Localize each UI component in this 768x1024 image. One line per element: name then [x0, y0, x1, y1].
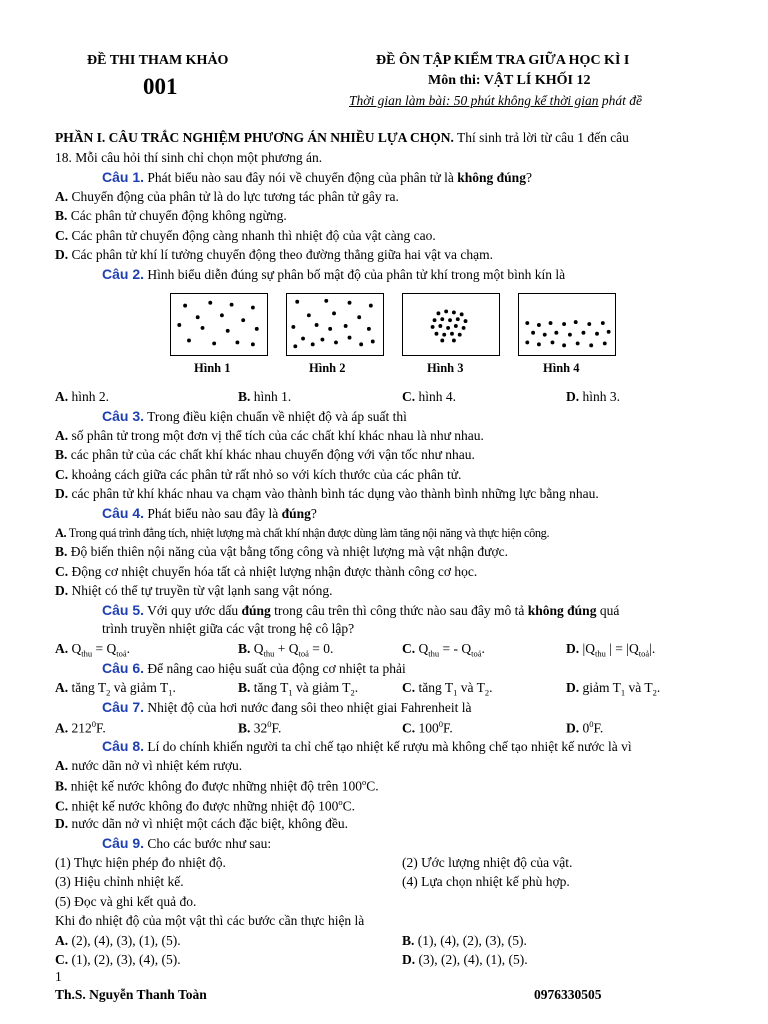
- duration-rest: phát đề: [598, 93, 643, 108]
- q2-option-d: D. hình 3.: [566, 389, 621, 404]
- question-8: Câu 8. Lí do chính khiến người ta chỉ chế tạo nhiệt kế rượu mà không chế tạo nhiệt kế nước là vì: [102, 738, 632, 754]
- q7-option-c: C. $100^0F$.: [402, 719, 453, 736]
- footer-phone: 0976330505: [534, 987, 602, 1002]
- exam-code: 001: [143, 74, 178, 99]
- q9-step-5: (5) Đọc và ghi kết quả đo.: [55, 894, 197, 909]
- q9-prompt: Khi đo nhiệt độ của một vật thì các bước cần thực hiện là: [55, 913, 365, 928]
- question-2: Câu 2. Hình biểu diễn đúng sự phân bố mật độ của phân tử khí trong một bình kín là: [102, 266, 566, 282]
- question-label: Câu 4.: [102, 505, 145, 521]
- q9-step-1: (1) Thực hiện phép đo nhiệt độ.: [55, 855, 226, 870]
- q9-step-2: (2) Ước lượng nhiệt độ của vật.: [402, 855, 573, 870]
- q4-option-a: A. Trong quá trình đẳng tích, nhiệt lượng mà chất khí nhận được dùng làm tăng nội năng và thực hiện công.: [55, 526, 550, 540]
- q6-option-d: D. giảm $T_1$ và $T_2$.: [566, 680, 661, 698]
- question-9: Câu 9. Cho các bước như sau:: [102, 835, 272, 851]
- figure-1-box: [170, 293, 268, 356]
- question-label: Câu 3.: [102, 408, 145, 424]
- question-7: Câu 7. Nhiệt độ của hơi nước đang sôi theo nhiệt giai Fahrenheit là: [102, 699, 472, 715]
- q5-option-c: C. $Q_{thu}$ = - $Q_{toả}$.: [402, 641, 485, 659]
- q4-option-b: B. Độ biến thiên nội năng của vật bằng tổng công và nhiệt lượng mà vật nhận được.: [55, 544, 508, 559]
- q3-option-b: B. các phân tử của các chất khí khác nhau chuyển động với vận tốc như nhau.: [55, 447, 475, 462]
- figure-4-caption: Hình 4: [543, 361, 580, 375]
- question-label: Câu 1.: [102, 169, 145, 185]
- question-4: Câu 4. Phát biểu nào sau đây là đúng?: [102, 505, 317, 521]
- figure-1-caption: Hình 1: [194, 361, 231, 375]
- question-label: Câu 9.: [102, 835, 145, 851]
- question-1: Câu 1. Phát biểu nào sau đây nói về chuyển động của phân tử là không đúng?: [102, 169, 532, 185]
- question-5-line-2: trình truyền nhiệt giữa các vật trong hệ cô lập?: [102, 621, 355, 636]
- figure-4-box: [518, 293, 616, 356]
- q3-option-d: D. các phân tử khí khác nhau va chạm vào thành bình tác dụng vào thành bình những lực bằng nhau.: [55, 486, 599, 501]
- q2-option-c: C. hình 4.: [402, 389, 457, 404]
- part1-heading: PHẦN I. CÂU TRẮC NGHIỆM PHƯƠNG ÁN NHIỀU LỰA CHỌN. Thí sinh trả lời từ câu 1 đến câu: [55, 130, 629, 145]
- figure-2-box: [286, 293, 384, 356]
- figure-2-caption: Hình 2: [309, 361, 346, 375]
- q9-step-4: (4) Lựa chọn nhiệt kế phù hợp.: [402, 874, 570, 889]
- q5-option-d: D. $|Q_{thu}$ | = $|Q_{toả}|$.: [566, 641, 656, 659]
- q6-option-b: B. tăng $T_1$ và giảm $T_2$.: [238, 680, 359, 698]
- q1-option-d: D. Các phân tử khí lí tưởng chuyển động theo đường thẳng giữa hai vật va chạm.: [55, 247, 493, 262]
- q9-step-3: (3) Hiệu chỉnh nhiệt kế.: [55, 874, 184, 889]
- question-label: Câu 5.: [102, 602, 145, 618]
- q9-option-a: A. (2), (4), (3), (1), (5).: [55, 933, 181, 948]
- q8-option-c: C. nhiệt kế nước không đo được những nhiệt độ 100$^o$C.: [55, 797, 355, 814]
- exam-subject: Môn thi: VẬT LÍ KHỐI 12: [428, 73, 591, 88]
- figure-1-dots: [171, 294, 267, 355]
- question-3: Câu 3. Trong điều kiện chuẩn về nhiệt độ và áp suất thì: [102, 408, 407, 424]
- q5-option-b: B. $Q_{thu} + Q_{toả} = 0$.: [238, 641, 334, 659]
- q2-option-a: A. hình 2.: [55, 389, 110, 404]
- footer-author: Th.S. Nguyễn Thanh Toàn: [55, 987, 207, 1002]
- q3-option-c: C. khoảng cách giữa các phân tử rất nhỏ so với kích thước của các phân tử.: [55, 467, 462, 482]
- question-5: Câu 5. Với quy ước dấu đúng trong câu trên thì công thức nào sau đây mô tả không đúng quá: [102, 602, 620, 618]
- question-label: Câu 2.: [102, 266, 145, 282]
- question-label: Câu 8.: [102, 738, 145, 754]
- q8-option-b: B. nhiệt kế nước không đo được những nhiệt độ trên 100$^o$C.: [55, 777, 379, 794]
- q6-option-c: C. tăng $T_1$ và $T_2$.: [402, 680, 493, 698]
- q1-option-c: C. Các phân tử chuyển động càng nhanh thì nhiệt độ của vật càng cao.: [55, 228, 436, 243]
- q9-option-c: C. (1), (2), (3), (4), (5).: [55, 952, 181, 967]
- q8-option-d: D. nước dãn nở vì nhiệt một cách đặc biệt, không đều.: [55, 816, 349, 831]
- q1-option-a: A. Chuyển động của phân tử là do lực tương tác phân tử gây ra.: [55, 189, 399, 204]
- exam-title: ĐỀ ÔN TẬP KIỂM TRA GIỮA HỌC KÌ I: [376, 53, 630, 68]
- q7-option-b: B. $32^0F$.: [238, 719, 282, 736]
- q9-option-b: B. (1), (4), (2), (3), (5).: [402, 933, 527, 948]
- q3-option-a: A. số phân tử trong một đơn vị thể tích của các chất khí khác nhau là như nhau.: [55, 428, 484, 443]
- exam-type-title: ĐỀ THI THAM KHẢO: [87, 53, 229, 68]
- part1-intro: 18. Mỗi câu hỏi thí sinh chỉ chọn một phương án.: [55, 150, 323, 165]
- q2-option-b: B. hình 1.: [238, 389, 292, 404]
- duration-underlined: Thời gian làm bài: 50 phút không kể thời gian: [349, 93, 599, 108]
- q4-option-c: C. Động cơ nhiệt chuyển hóa tất cả nhiệt lượng nhận được thành công cơ học.: [55, 564, 478, 579]
- figure-3-box: [402, 293, 500, 356]
- q7-option-a: A. $212^0F$.: [55, 719, 106, 736]
- exam-duration: [349, 93, 642, 109]
- question-6: Câu 6. Để nâng cao hiệu suất của động cơ nhiệt ta phải: [102, 660, 406, 676]
- q6-option-a: A. tăng $T_2$ và giảm $T_1$.: [55, 680, 176, 698]
- q1-option-b: B. Các phân tử chuyển động không ngừng.: [55, 208, 287, 223]
- q8-option-a: A. nước dãn nở vì nhiệt kém rượu.: [55, 758, 243, 773]
- q4-option-d: D. Nhiệt có thể tự truyền từ vật lạnh sang vật nóng.: [55, 583, 333, 598]
- figure-3-dots: [403, 294, 499, 355]
- page-number: 1: [55, 969, 62, 984]
- question-label: Câu 7.: [102, 699, 145, 715]
- figure-3-caption: Hình 3: [427, 361, 464, 375]
- question-label: Câu 6.: [102, 660, 145, 676]
- q7-option-d: D. $0^0F$.: [566, 719, 604, 736]
- figure-4-dots: [519, 294, 615, 355]
- q9-option-d: D. (3), (2), (4), (1), (5).: [402, 952, 528, 967]
- figure-2-dots: [287, 294, 383, 355]
- q5-option-a: A. $Q_{thu} = Q_{toả}$.: [55, 641, 131, 659]
